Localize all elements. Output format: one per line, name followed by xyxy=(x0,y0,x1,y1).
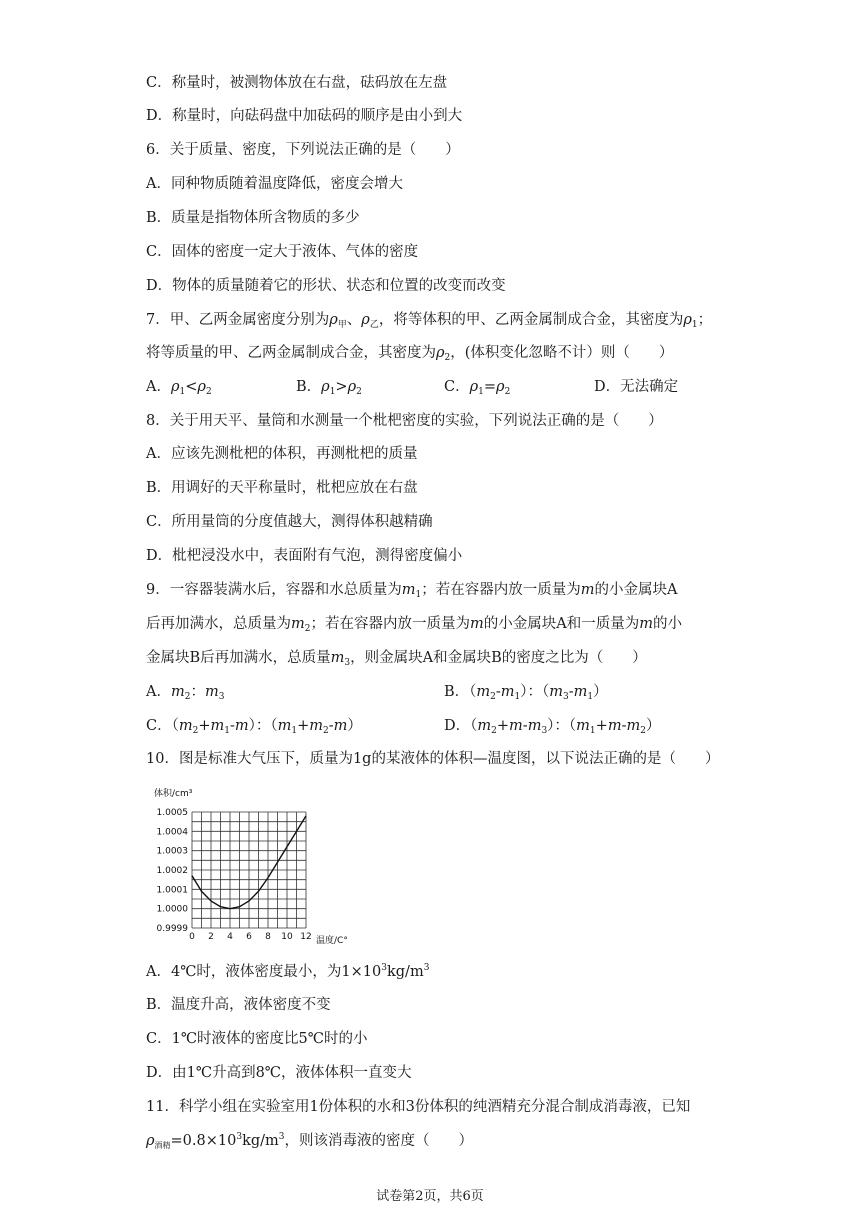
x-tick-label: 2 xyxy=(208,932,214,942)
q8-option-a: A．应该先测枇杷的体积，再测枇杷的质量 xyxy=(146,446,418,462)
q8-option-c: C．所用量筒的分度值越大，测得体积越精确 xyxy=(146,514,433,530)
q6-option-d: D．物体的质量随着它的形状、状态和位置的改变而改变 xyxy=(146,278,506,294)
chart-grid xyxy=(192,812,306,928)
q5-option-d: D．称量时，向砝码盘中加砝码的顺序是由小到大 xyxy=(146,108,463,124)
q7-option-b: B．$\rho_1>\rho_2$ xyxy=(296,379,362,397)
chart-y-label: 体积/cm³ xyxy=(154,789,193,799)
q7-stem-line2: 将等质量的甲、乙两金属制成合金，其密度为$\rho_2$，(体积变化忽略不计）则（ ） xyxy=(146,345,674,363)
y-tick-label: 1.0000 xyxy=(156,904,188,915)
q9-stem-line1: 9．一容器装满水后，容器和水总质量为$m_1$；若在容器内放一质量为m的小金属块A xyxy=(146,582,678,600)
q9-option-a: A．$m_2$：$m_3$ xyxy=(146,684,225,702)
q5-option-c: C．称量时，被测物体放在右盘，砝码放在左盘 xyxy=(146,75,448,91)
chart-x-label: 温度/C° xyxy=(316,936,348,946)
q10-stem: 10．图是标准大气压下，质量为1g的某液体的体积—温度图，以下说法正确的是（ ） xyxy=(146,751,720,767)
q7-option-a: A．$\rho_1<\rho_2$ xyxy=(146,379,212,397)
q9-stem-line3: 金属块B后再加满水，总质量$m_3$，则金属块A和金属块B的密度之比为（ ） xyxy=(146,650,647,668)
q9-option-d: D．$(m_2+m-m_3)$：$(m_1+m-m_2)$ xyxy=(444,718,661,736)
q6-stem: 6．关于质量、密度，下列说法正确的是（ ） xyxy=(146,142,460,158)
q8-option-b: B．用调好的天平称量时，枇杷应放在右盘 xyxy=(146,480,418,496)
x-tick-label: 6 xyxy=(246,932,252,942)
q6-option-c: C．固体的密度一定大于液体、气体的密度 xyxy=(146,244,419,260)
y-tick-label: 1.0005 xyxy=(156,808,188,818)
volume-temperature-chart xyxy=(146,782,376,952)
q10-option-d: D．由1℃升高到8℃，液体体积一直变大 xyxy=(146,1065,412,1081)
x-tick-label: 4 xyxy=(227,932,233,942)
q7-option-c: C．$\rho_1=\rho_2$ xyxy=(444,379,511,397)
q9-option-b: B．$(m_2-m_1)$：$(m_3-m_1)$ xyxy=(444,684,608,702)
q10-option-a: A．4℃时，液体密度最小，为$1\times 10^3kg/m^3$ xyxy=(146,963,430,980)
q9-stem-line2: 后再加满水，总质量为$m_2$；若在容器内放一质量为m的小金属块A和一质量为m的小 xyxy=(146,616,682,634)
y-tick-label: 0.9999 xyxy=(156,924,188,934)
q9-option-c: C．$(m_2+m_1-m)$：$(m_1+m_2-m)$ xyxy=(146,718,362,736)
x-tick-label: 0 xyxy=(189,932,195,942)
page-footer: 试卷第2页，共6页 xyxy=(376,1189,484,1204)
q6-option-a: A．同种物质随着温度降低，密度会增大 xyxy=(146,176,403,192)
x-tick-label: 8 xyxy=(265,932,271,942)
q8-option-d: D．枇杷浸没水中，表面附有气泡，测得密度偏小 xyxy=(146,548,463,564)
y-tick-label: 1.0003 xyxy=(156,846,188,857)
chart-ticks xyxy=(157,808,312,942)
x-tick-label: 10 xyxy=(281,932,293,942)
q11-stem-line1: 11．科学小组在实验室用1份体积的水和3份体积的纯酒精充分混合制成消毒液，已知 xyxy=(146,1099,691,1115)
y-tick-label: 1.0004 xyxy=(156,827,188,838)
y-tick-label: 1.0001 xyxy=(156,885,188,896)
q10-option-b: B．温度升高，液体密度不变 xyxy=(146,997,331,1013)
q10-option-c: C．1℃时液体的密度比5℃时的小 xyxy=(146,1031,368,1047)
x-tick-label: 12 xyxy=(300,932,312,942)
y-tick-label: 1.0002 xyxy=(156,866,188,876)
q7-stem-line1: 7．甲、乙两金属密度分别为$\rho_甲$、$\rho_乙$，将等体积的甲、乙两金属制成合金，其密度为$\rho_1$； xyxy=(146,312,713,330)
q6-option-b: B．质量是指物体所含物质的多少 xyxy=(146,210,360,226)
q7-option-d: D．无法确定 xyxy=(594,379,679,395)
q8-stem: 8．关于用天平、量筒和水测量一个枇杷密度的实验，下列说法正确的是（ ） xyxy=(146,413,663,429)
q11-stem-line2: $\rho_{酒精}=0.8\times 10^3kg/m^3$，则该消毒液的密度（ ） xyxy=(146,1132,474,1150)
